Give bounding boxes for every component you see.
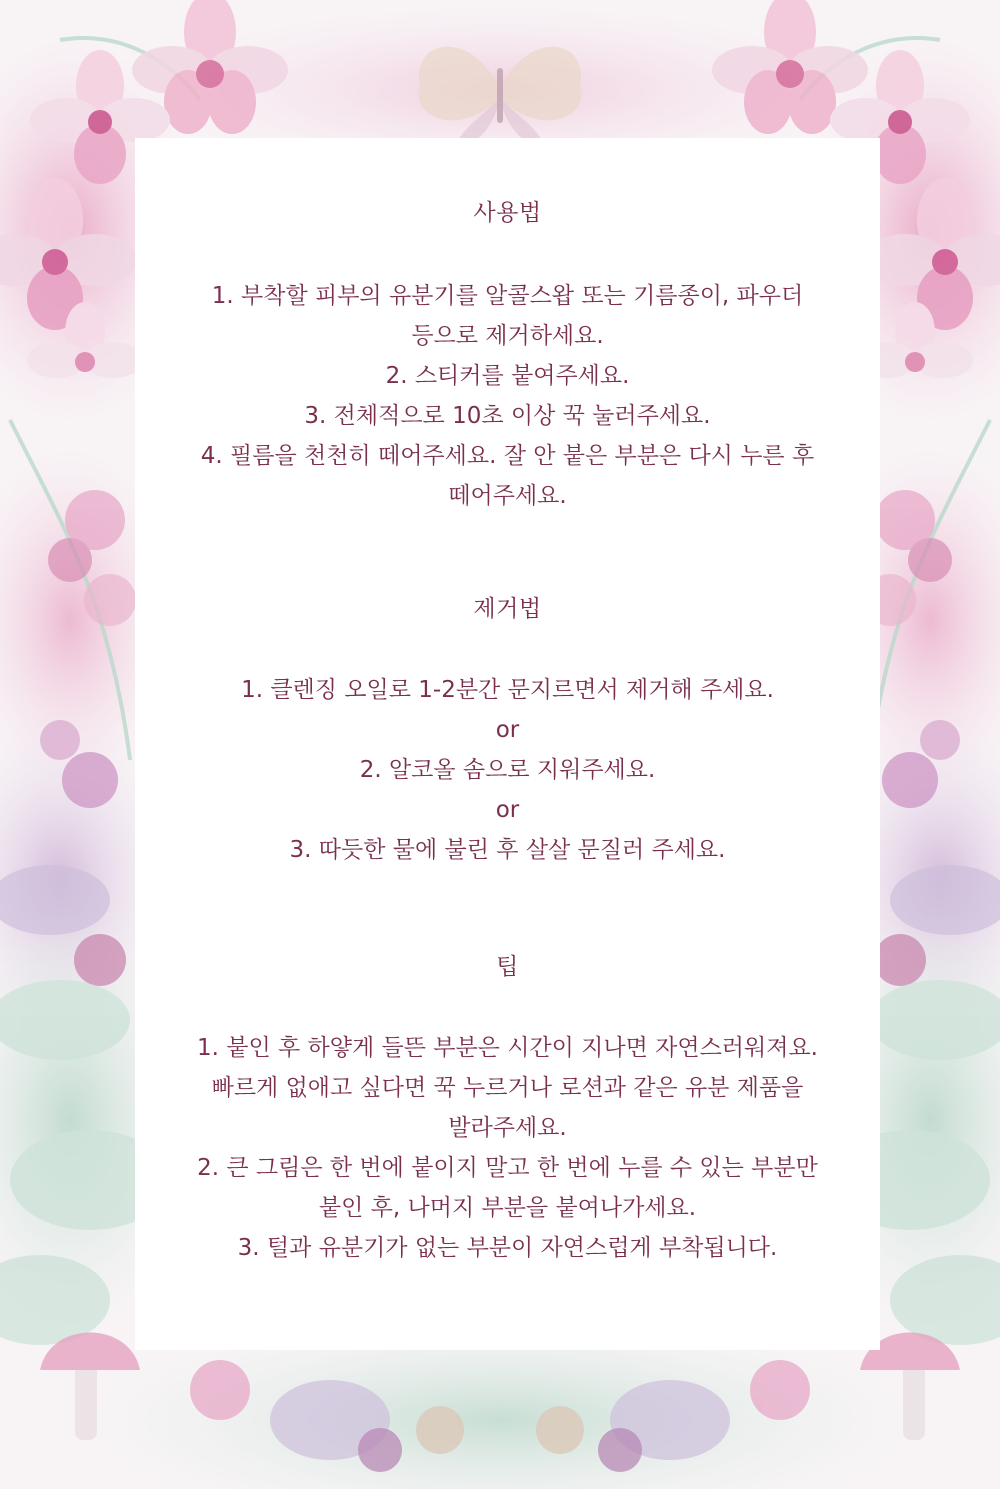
tips-line: 2. 큰 그림은 한 번에 붙이지 말고 한 번에 누를 수 있는 부분만	[197, 1155, 818, 1181]
usage-steps	[135, 276, 880, 516]
removal-line: 1. 클렌징 오일로 1-2분간 문지르면서 제거해 주세요.	[241, 677, 774, 703]
usage-line: 4. 필름을 천천히 떼어주세요. 잘 안 붙은 부분은 다시 누른 후	[200, 443, 815, 469]
tips-list	[135, 1028, 880, 1268]
removal-line: 3. 따듯한 물에 불린 후 살살 문질러 주세요.	[289, 837, 726, 863]
tips-line: 빠르게 없애고 싶다면 꾹 누르거나 로션과 같은 유분 제품을	[211, 1075, 804, 1101]
removal-steps	[135, 670, 880, 870]
removal-line: 2. 알코올 솜으로 지워주세요.	[359, 757, 656, 783]
tips-line: 발라주세요.	[448, 1115, 567, 1141]
tips-section	[135, 952, 880, 982]
removal-or: or	[495, 797, 520, 823]
usage-title: 사용법	[473, 200, 542, 226]
removal-or: or	[495, 717, 520, 743]
usage-line: 등으로 제거하세요.	[411, 323, 604, 349]
removal-section	[135, 594, 880, 624]
usage-section	[135, 198, 880, 228]
tips-line: 3. 털과 유분기가 없는 부분이 자연스럽게 부착됩니다.	[237, 1235, 778, 1261]
usage-line: 3. 전체적으로 10초 이상 꾹 눌러주세요.	[304, 403, 711, 429]
tips-title: 팁	[496, 954, 519, 980]
instruction-card	[135, 138, 880, 1350]
usage-line: 1. 부착할 피부의 유분기를 알콜스왑 또는 기름종이, 파우더	[211, 283, 804, 309]
usage-line: 떼어주세요.	[448, 483, 567, 509]
tips-line: 붙인 후, 나머지 부분을 붙여나가세요.	[318, 1195, 697, 1221]
tips-line: 1. 붙인 후 하얗게 들뜬 부분은 시간이 지나면 자연스러워져요.	[197, 1035, 818, 1061]
usage-line: 2. 스티커를 붙여주세요.	[385, 363, 630, 389]
removal-title: 제거법	[473, 596, 542, 622]
